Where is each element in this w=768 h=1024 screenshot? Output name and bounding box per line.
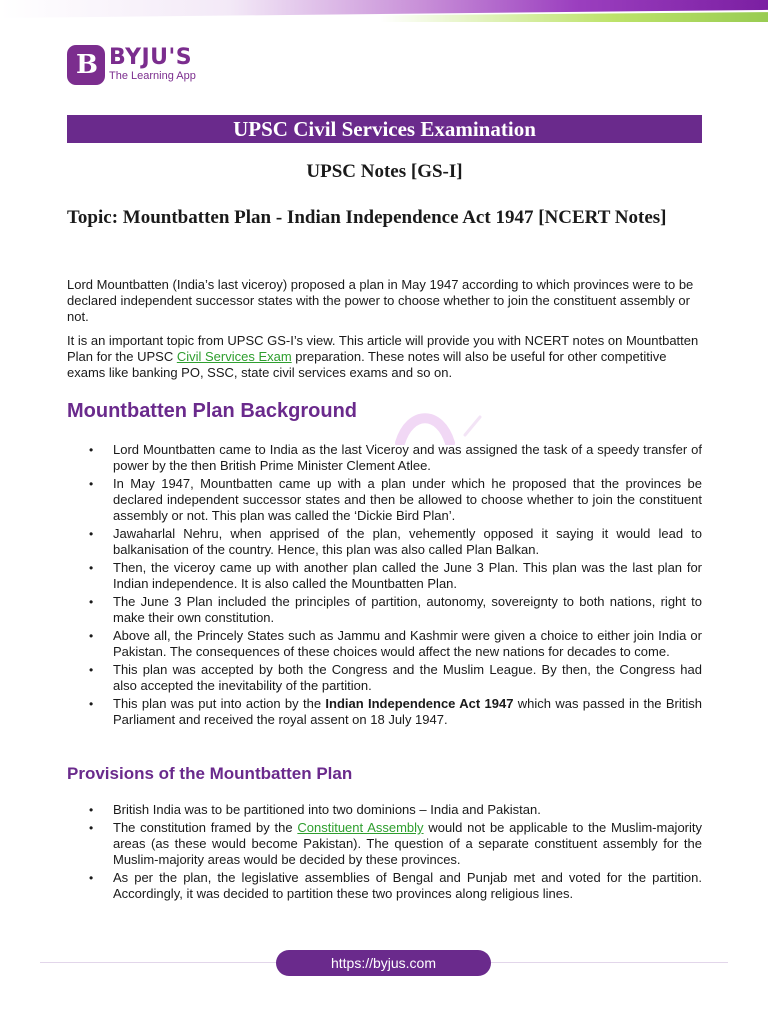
intro-p2-after: preparation. These notes will also be useful for other competitive exams like banking PO, SSC, state civil services exams and so on.: [67, 349, 667, 380]
list-item: • This plan was accepted by both the Congress and the Muslim League. By then, the Congress had also accepted the inevitability of the partition.: [89, 662, 702, 693]
bullet-dot-icon: •: [89, 803, 94, 817]
bullet-dot-icon: •: [89, 595, 94, 609]
logo-text: [109, 47, 196, 83]
bullet-dot-icon: •: [89, 629, 94, 643]
exam-banner: UPSC Civil Services Examination: [67, 115, 702, 143]
provisions-bullet-list: [67, 802, 702, 904]
indian-independence-act-bold: Indian Independence Act 1947: [325, 696, 514, 711]
logo-name: BYJU'S: [109, 45, 193, 70]
bullet-dot-icon: •: [89, 697, 94, 711]
topic-title: Topic: Mountbatten Plan - Indian Independence Act 1947 [NCERT Notes]: [67, 207, 667, 228]
civil-services-exam-link[interactable]: Civil Services Exam: [176, 349, 292, 364]
bullet-dot-icon: •: [89, 561, 94, 575]
intro-paragraph-1: Lord Mountbatten (India’s last viceroy) proposed a plan in May 1947 according to which provinces were to be declared independent successor states with the power to choose whether to join the constituent assembly or not.: [67, 277, 694, 324]
list-item: • In May 1947, Mountbatten came up with a plan under which he proposed that the provinces be declared independent successor states and then be allowed to choose whether to join the constituent assembly or not. This plan was called the ‘Dickie Bird Plan’.: [89, 476, 702, 523]
bullet-dot-icon: •: [89, 477, 94, 491]
notes-subtitle: UPSC Notes [GS-I]: [306, 161, 463, 182]
intro-paragraph-2: [67, 333, 702, 381]
byjus-logo: [67, 44, 196, 86]
top-decorative-stripe: [0, 0, 768, 24]
list-item: • Then, the viceroy came up with another plan called the June 3 Plan. This plan was the last plan for Indian independence. It is also called the Mountbatten Plan.: [89, 560, 702, 591]
bullet-dot-icon: •: [89, 443, 94, 457]
list-item: • This plan was put into action by the Indian Independence Act 1947 which was passed in the British Parliament and received the royal assent on 18 July 1947.: [89, 696, 702, 727]
section-heading-provisions: Provisions of the Mountbatten Plan: [67, 764, 353, 783]
list-item: • Jawaharlal Nehru, when apprised of the plan, vehemently opposed it saying it would lead to balkanisation of the country. Hence, this plan was also called Plan Balkan.: [89, 526, 702, 557]
list-item: • The constitution framed by the Constituent Assembly would not be applicable to the Muslim-majority areas (as these would become Pakistan). The question of a separate constituent assembly for the Muslim-majority areas would be decided by these provinces.: [89, 820, 702, 867]
bullet-dot-icon: •: [89, 821, 94, 835]
list-item: • Above all, the Princely States such as Jammu and Kashmir were given a choice to either join India or Pakistan. The consequences of these choices would affect the new nations for decades to come.: [89, 628, 702, 659]
list-item: • British India was to be partitioned into two dominions – India and Pakistan.: [89, 802, 541, 817]
intro-p2-before: It is an important topic from UPSC GS-I’s view. This article will provide you with NCERT notes on Mountbatten Plan for the UPSC: [67, 333, 699, 364]
section-heading-background: Mountbatten Plan Background: [67, 400, 357, 422]
logo-b-icon: [67, 45, 105, 85]
list-item: • Lord Mountbatten came to India as the last Viceroy and was assigned the task of a speedy transfer of power by the then British Prime Minister Clement Atlee.: [89, 442, 702, 473]
bullet-dot-icon: •: [89, 527, 94, 541]
list-item: • The June 3 Plan included the principles of partition, autonomy, sovereignty to both nations, right to make their own constitution.: [89, 594, 702, 625]
footer-url-link[interactable]: https://byjus.com: [276, 950, 491, 976]
bullet-dot-icon: •: [89, 871, 94, 885]
logo-mark-glyph: B: [76, 50, 98, 80]
background-bullet-list: [67, 442, 702, 730]
list-item: • As per the plan, the legislative assemblies of Bengal and Punjab met and voted for the partition. Accordingly, it was decided to partition these two provinces along religious lines.: [89, 870, 702, 901]
logo-tagline: The Learning App: [109, 70, 196, 82]
bullet-dot-icon: •: [89, 663, 94, 677]
constituent-assembly-link[interactable]: Constituent Assembly: [297, 820, 424, 835]
watermark-logo: [380, 405, 500, 445]
